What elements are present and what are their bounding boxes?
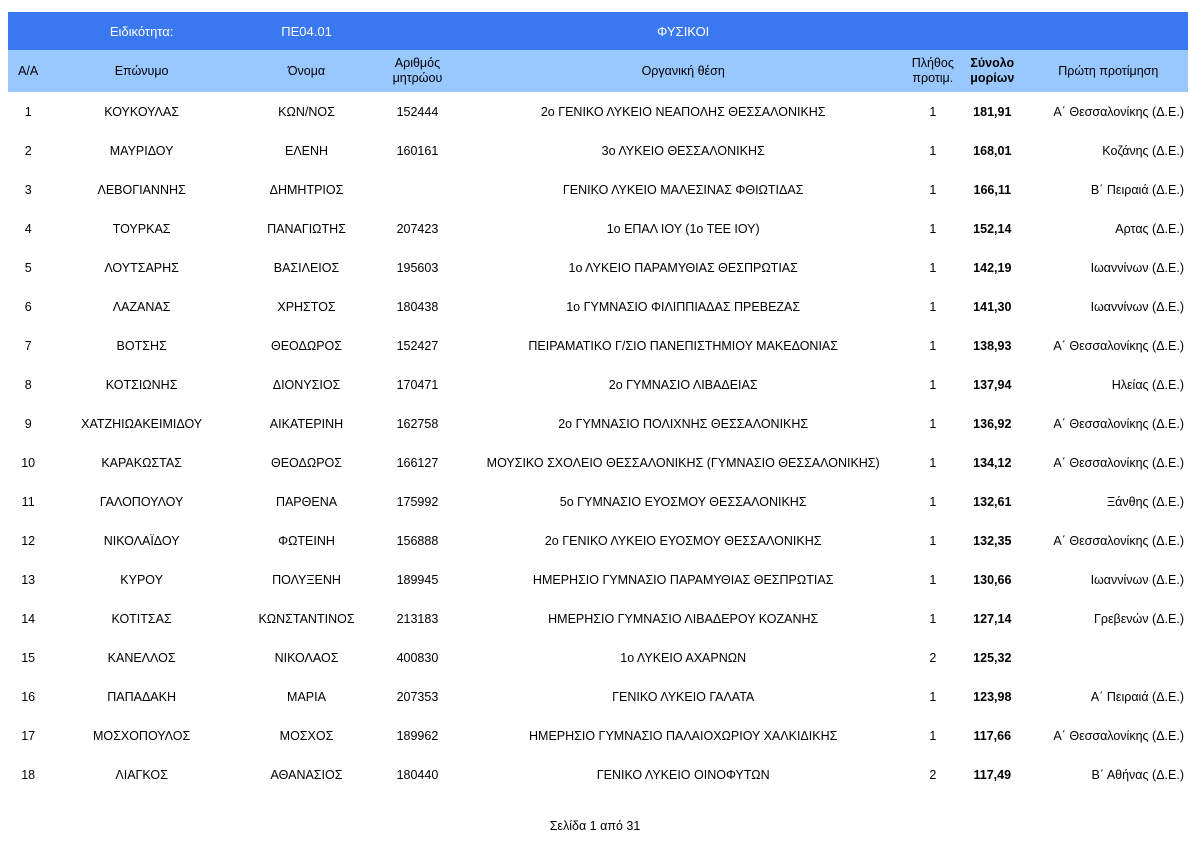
cell-position: 1ο ΕΠΑΛ ΙΟΥ (1ο ΤΕΕ ΙΟΥ) [606, 221, 760, 236]
cell-name: ΘΕΟΔΩΡΟΣ [271, 455, 343, 470]
cell-registry [378, 170, 457, 209]
cell-position: 5ο ΓΥΜΝΑΣΙΟ ΕΥΟΣΜΟΥ ΘΕΣΣΑΛΟΝΙΚΗΣ [559, 494, 807, 509]
cell-registry: 152444 [396, 104, 439, 119]
cell-aa: 10 [21, 455, 36, 470]
cell-position: ΗΜΕΡΗΣΙΟ ΓΥΜΝΑΣΙΟ ΠΑΡΑΜΥΘΙΑΣ ΘΕΣΠΡΩΤΙΑΣ [532, 572, 834, 587]
cell-points: 142,19 [973, 260, 1012, 275]
cell-name: ΠΟΛΥΞΕΝΗ [272, 572, 341, 587]
cell-aa: 14 [21, 611, 36, 626]
table-row [8, 443, 1188, 482]
cell-registry: 207353 [396, 689, 439, 704]
cell-first-pref: Γρεβενών (Δ.Ε.) [1093, 611, 1184, 626]
cell-surname: ΚΟΤΙΤΣΑΣ [111, 611, 172, 626]
cell-first-pref [1029, 638, 1188, 677]
cell-surname: ΛΑΖΑΝΑΣ [112, 299, 171, 314]
cell-surname: ΛΕΒΟΓΙΑΝΝΗΣ [97, 182, 186, 197]
cell-name: ΕΛΕΝΗ [284, 143, 329, 158]
cell-prefs: 1 [929, 533, 937, 548]
cell-first-pref: Αρτας (Δ.Ε.) [1115, 221, 1184, 236]
cell-first-pref: Α΄ Θεσσαλονίκης (Δ.Ε.) [1053, 728, 1184, 743]
cell-surname: ΚΥΡΟΥ [120, 572, 163, 587]
cell-aa: 12 [21, 533, 36, 548]
table-row [8, 92, 1188, 131]
cell-surname: ΒΟΤΣΗΣ [116, 338, 167, 353]
cell-points: 138,93 [973, 338, 1012, 353]
cell-surname: ΛΟΥΤΣΑΡΗΣ [104, 260, 179, 275]
cell-position: 1ο ΛΥΚΕΙΟ ΠΑΡΑΜΥΘΙΑΣ ΘΕΣΠΡΩΤΙΑΣ [568, 260, 798, 275]
cell-first-pref: Ιωαννίνων (Δ.Ε.) [1090, 572, 1184, 587]
col-prefs: Πλήθος προτιμ. [911, 56, 954, 85]
specialty-code: ΠΕ04.01 [281, 23, 332, 39]
cell-prefs: 2 [929, 650, 937, 665]
cell-surname: ΚΑΝΕΛΛΟΣ [107, 650, 176, 665]
cell-registry: 170471 [396, 377, 439, 392]
ranking-table [8, 12, 1188, 794]
table-row [8, 170, 1188, 209]
table-row [8, 131, 1188, 170]
cell-first-pref: Ιωαννίνων (Δ.Ε.) [1090, 299, 1184, 314]
cell-registry: 207423 [396, 221, 439, 236]
cell-name: ΑΘΑΝΑΣΙΟΣ [270, 767, 343, 782]
cell-prefs: 1 [929, 221, 937, 236]
cell-points: 130,66 [973, 572, 1012, 587]
cell-aa: 17 [21, 728, 36, 743]
cell-registry: 160161 [396, 143, 439, 158]
cell-prefs: 1 [929, 689, 937, 704]
cell-aa: 11 [21, 494, 35, 509]
table-row [8, 677, 1188, 716]
cell-surname: ΝΙΚΟΛΑΪΔΟΥ [103, 533, 180, 548]
cell-surname: ΚΟΤΣΙΩΝΗΣ [105, 377, 178, 392]
cell-name: ΚΩΝΣΤΑΝΤΙΝΟΣ [258, 611, 355, 626]
cell-first-pref: Β΄ Πειραιά (Δ.Ε.) [1090, 182, 1184, 197]
cell-aa: 15 [21, 650, 36, 665]
cell-first-pref: Α΄ Θεσσαλονίκης (Δ.Ε.) [1053, 455, 1184, 470]
cell-registry: 175992 [396, 494, 439, 509]
cell-first-pref: Β΄ Αθήνας (Δ.Ε.) [1091, 767, 1184, 782]
cell-surname: ΠΑΠΑΔΑΚΗ [107, 689, 176, 704]
table-row [8, 482, 1188, 521]
cell-registry: 162758 [396, 416, 439, 431]
cell-aa: 13 [21, 572, 36, 587]
cell-points: 137,94 [973, 377, 1012, 392]
cell-name: ΚΩΝ/ΝΟΣ [278, 104, 335, 119]
cell-surname: ΛΙΑΓΚΟΣ [115, 767, 168, 782]
cell-aa: 3 [24, 182, 32, 197]
specialty-label: Ειδικότητα: [109, 23, 174, 39]
table-row [8, 599, 1188, 638]
cell-name: ΠΑΡΘΕΝΑ [275, 494, 338, 509]
table-row [8, 716, 1188, 755]
cell-position: ΠΕΙΡΑΜΑΤΙΚΟ Γ/ΣΙΟ ΠΑΝΕΠΙΣΤΗΜΙΟΥ ΜΑΚΕΔΟΝΙΑΣ [528, 338, 838, 353]
page-footer: Σελίδα 1 από 31 [549, 819, 641, 833]
cell-points: 132,35 [973, 533, 1012, 548]
cell-aa: 18 [21, 767, 36, 782]
cell-aa: 8 [24, 377, 32, 392]
cell-first-pref: Α΄ Θεσσαλονίκης (Δ.Ε.) [1053, 338, 1184, 353]
cell-points: 166,11 [973, 182, 1012, 197]
table-row [8, 287, 1188, 326]
col-position: Οργανική θέση [641, 63, 725, 78]
cell-registry: 180440 [396, 767, 439, 782]
col-name: Όνομα [287, 63, 326, 78]
cell-points: 152,14 [973, 221, 1012, 236]
cell-position: ΓΕΝΙΚΟ ΛΥΚΕΙΟ ΟΙΝΟΦΥΤΩΝ [596, 767, 770, 782]
cell-registry: 156888 [396, 533, 439, 548]
cell-position: 1ο ΓΥΜΝΑΣΙΟ ΦΙΛΙΠΠΙΑΔΑΣ ΠΡΕΒΕΖΑΣ [566, 299, 801, 314]
column-header-row [8, 50, 1188, 92]
cell-prefs: 1 [929, 455, 937, 470]
table-body [8, 92, 1188, 794]
cell-name: ΜΑΡΙΑ [287, 689, 326, 704]
cell-points: 127,14 [973, 611, 1012, 626]
cell-name: ΠΑΝΑΓΙΩΤΗΣ [267, 221, 346, 236]
cell-first-pref: Ηλείας (Δ.Ε.) [1111, 377, 1184, 392]
cell-surname: ΜΑΥΡΙΔΟΥ [109, 143, 174, 158]
cell-aa: 16 [21, 689, 36, 704]
cell-points: 136,92 [973, 416, 1012, 431]
cell-registry: 189945 [396, 572, 439, 587]
cell-registry: 195603 [396, 260, 439, 275]
cell-aa: 7 [24, 338, 32, 353]
cell-prefs: 1 [929, 494, 937, 509]
cell-name: ΜΟΣΧΟΣ [279, 728, 334, 743]
cell-first-pref: Α΄ Θεσσαλονίκης (Δ.Ε.) [1053, 104, 1184, 119]
cell-aa: 4 [24, 221, 32, 236]
cell-prefs: 1 [929, 104, 937, 119]
cell-name: ΘΕΟΔΩΡΟΣ [271, 338, 343, 353]
cell-points: 132,61 [973, 494, 1012, 509]
cell-prefs: 1 [929, 299, 937, 314]
cell-surname: ΤΟΥΡΚΑΣ [112, 221, 171, 236]
cell-surname: ΚΟΥΚΟΥΛΑΣ [104, 104, 179, 119]
cell-points: 123,98 [973, 689, 1012, 704]
cell-position: ΜΟΥΣΙΚΟ ΣΧΟΛΕΙΟ ΘΕΣΣΑΛΟΝΙΚΗΣ (ΓΥΜΝΑΣΙΟ ΘΕΣΣΑΛΟΝΙΚΗΣ) [486, 455, 880, 470]
cell-prefs: 2 [929, 767, 937, 782]
cell-prefs: 1 [929, 611, 937, 626]
table-row [8, 209, 1188, 248]
table-row [8, 521, 1188, 560]
cell-registry: 189962 [396, 728, 439, 743]
cell-position: ΓΕΝΙΚΟ ΛΥΚΕΙΟ ΓΑΛΑΤΑ [612, 689, 755, 704]
cell-name: ΒΑΣΙΛΕΙΟΣ [273, 260, 340, 275]
table-row [8, 755, 1188, 794]
cell-aa: 1 [24, 104, 32, 119]
cell-surname: ΓΑΛΟΠΟΥΛΟΥ [99, 494, 184, 509]
cell-position: 2ο ΓΕΝΙΚΟ ΛΥΚΕΙΟ ΕΥΟΣΜΟΥ ΘΕΣΣΑΛΟΝΙΚΗΣ [544, 533, 822, 548]
cell-points: 141,30 [973, 299, 1012, 314]
cell-position: 2ο ΓΥΜΝΑΣΙΟ ΛΙΒΑΔΕΙΑΣ [608, 377, 758, 392]
cell-prefs: 1 [929, 728, 937, 743]
col-registry: Αριθμός μητρώου [392, 56, 443, 85]
cell-position: 3ο ΛΥΚΕΙΟ ΘΕΣΣΑΛΟΝΙΚΗΣ [601, 143, 765, 158]
col-surname: Επώνυμο [114, 63, 169, 78]
table-row [8, 560, 1188, 599]
cell-aa: 5 [24, 260, 32, 275]
cell-name: ΔΙΟΝΥΣΙΟΣ [272, 377, 341, 392]
cell-registry: 166127 [396, 455, 439, 470]
cell-name: ΝΙΚΟΛΑΟΣ [274, 650, 339, 665]
table-row [8, 404, 1188, 443]
cell-prefs: 1 [929, 260, 937, 275]
cell-points: 125,32 [973, 650, 1012, 665]
cell-first-pref: Ιωαννίνων (Δ.Ε.) [1090, 260, 1184, 275]
col-aa: Α/Α [18, 63, 39, 78]
cell-name: ΔΗΜΗΤΡΙΟΣ [269, 182, 344, 197]
cell-surname: ΚΑΡΑΚΩΣΤΑΣ [101, 455, 182, 470]
cell-position: ΓΕΝΙΚΟ ΛΥΚΕΙΟ ΜΑΛΕΣΙΝΑΣ ΦΘΙΩΤΙΔΑΣ [562, 182, 804, 197]
cell-points: 117,66 [973, 728, 1012, 743]
cell-position: 1ο ΛΥΚΕΙΟ ΑΧΑΡΝΩΝ [620, 650, 747, 665]
cell-first-pref: Α΄ Θεσσαλονίκης (Δ.Ε.) [1053, 533, 1184, 548]
cell-aa: 9 [24, 416, 32, 431]
col-points: Σύνολο μορίων [970, 56, 1015, 85]
specialty-band [8, 12, 1188, 50]
cell-aa: 2 [24, 143, 32, 158]
cell-points: 168,01 [973, 143, 1012, 158]
cell-registry: 400830 [396, 650, 439, 665]
cell-first-pref: Κοζάνης (Δ.Ε.) [1102, 143, 1184, 158]
col-first-pref: Πρώτη προτίμηση [1058, 63, 1159, 78]
cell-registry: 213183 [396, 611, 439, 626]
cell-surname: ΧΑΤΖΗΙΩΑΚΕΙΜΙΔΟΥ [81, 416, 203, 431]
specialty-name: ΦΥΣΙΚΟΙ [657, 23, 710, 39]
table-row [8, 365, 1188, 404]
cell-registry: 152427 [396, 338, 439, 353]
cell-first-pref: Α΄ Θεσσαλονίκης (Δ.Ε.) [1053, 416, 1184, 431]
cell-points: 181,91 [973, 104, 1012, 119]
cell-prefs: 1 [929, 416, 937, 431]
table-row [8, 326, 1188, 365]
cell-prefs: 1 [929, 377, 937, 392]
cell-registry: 180438 [396, 299, 439, 314]
cell-name: ΧΡΗΣΤΟΣ [277, 299, 336, 314]
cell-prefs: 1 [929, 143, 937, 158]
cell-position: 2ο ΓΕΝΙΚΟ ΛΥΚΕΙΟ ΝΕΑΠΟΛΗΣ ΘΕΣΣΑΛΟΝΙΚΗΣ [540, 104, 826, 119]
cell-first-pref: Ξάνθης (Δ.Ε.) [1107, 494, 1184, 509]
cell-prefs: 1 [929, 182, 937, 197]
cell-surname: ΜΟΣΧΟΠΟΥΛΟΣ [93, 728, 191, 743]
results-sheet [8, 12, 1188, 794]
cell-first-pref: Α΄ Πειραιά (Δ.Ε.) [1090, 689, 1184, 704]
cell-prefs: 1 [929, 572, 937, 587]
cell-name: ΦΩΤΕΙΝΗ [278, 533, 335, 548]
cell-points: 134,12 [973, 455, 1012, 470]
table-row [8, 638, 1188, 677]
cell-position: 2ο ΓΥΜΝΑΣΙΟ ΠΟΛΙΧΝΗΣ ΘΕΣΣΑΛΟΝΙΚΗΣ [558, 416, 809, 431]
cell-position: ΗΜΕΡΗΣΙΟ ΓΥΜΝΑΣΙΟ ΛΙΒΑΔΕΡΟΥ ΚΟΖΑΝΗΣ [548, 611, 819, 626]
cell-prefs: 1 [929, 338, 937, 353]
cell-position: ΗΜΕΡΗΣΙΟ ΓΥΜΝΑΣΙΟ ΠΑΛΑΙΟΧΩΡΙΟΥ ΧΑΛΚΙΔΙΚΗΣ [529, 728, 838, 743]
table-row [8, 248, 1188, 287]
cell-points: 117,49 [973, 767, 1012, 782]
cell-name: ΑΙΚΑΤΕΡΙΝΗ [269, 416, 344, 431]
cell-aa: 6 [24, 299, 32, 314]
